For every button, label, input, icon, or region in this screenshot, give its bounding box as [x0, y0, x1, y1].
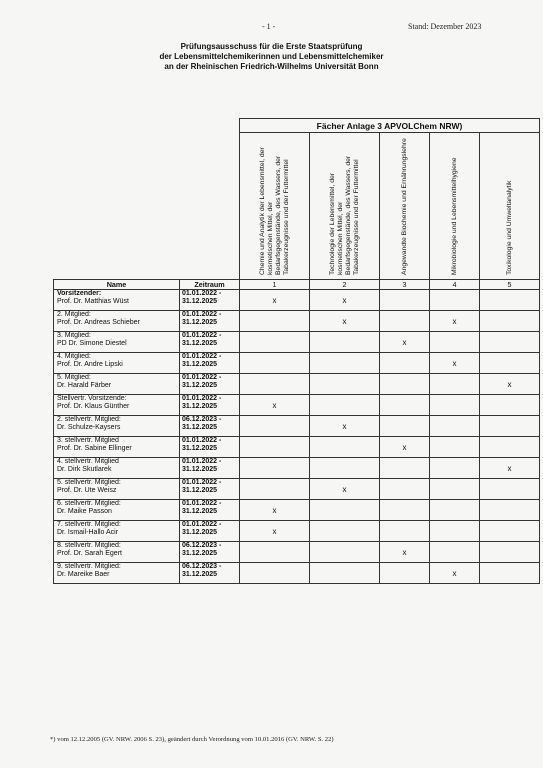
- member-cell: [54, 290, 180, 311]
- member-name: PD Dr. Simone Diestel: [57, 340, 127, 348]
- zeitraum-cell: [180, 521, 240, 542]
- zeitraum-to: 31.12.2025: [182, 382, 218, 390]
- member-name: Prof. Dr. Sarah Egert: [57, 550, 122, 558]
- subject-mark-4: [430, 416, 480, 437]
- committee-table: [53, 118, 540, 584]
- subject-label-2: Technologie der Lebensmittel, der kosmetischen Mittel, der Bedarfsgegenstände, des Wassers, der Tabakerzeugnisse und der Futtermittel: [328, 155, 360, 275]
- zeitraum-to: 31.12.2025: [182, 319, 218, 327]
- subject-header-1: [240, 133, 310, 280]
- subject-label-1: Chemie und Analytik der Lebensmittel, der kosmetischen Mittel, der Bedarfsgegenstände, des Wassers, der Tabakerzeugnisse und der Futtermittel: [258, 147, 290, 275]
- zeitraum-to: 31.12.2025: [182, 571, 218, 579]
- zeitraum-cell: [180, 332, 240, 353]
- subject-mark-3: [380, 521, 430, 542]
- subject-mark-4: [430, 521, 480, 542]
- member-cell: [54, 458, 180, 479]
- subject-mark-4: x: [430, 563, 480, 584]
- subject-label-4: Mikrobiologie und Lebensmittelhygiene: [450, 157, 458, 275]
- member-cell: [54, 479, 180, 500]
- subject-mark-3: [380, 353, 430, 374]
- member-name: Prof. Dr. Matthias Wüst: [57, 298, 129, 306]
- subject-mark-3: x: [380, 437, 430, 458]
- subject-mark-5: x: [480, 374, 540, 395]
- member-cell: [54, 416, 180, 437]
- title-line-1: Prüfungsausschuss für die Erste Staatsprüfung: [180, 42, 363, 51]
- title-line-3: an der Rheinischen Friedrich-Wilhelms Universität Bonn: [164, 62, 379, 71]
- subject-header-5: [480, 133, 540, 280]
- zeitraum-to: 31.12.2025: [182, 508, 218, 516]
- subject-mark-4: [430, 374, 480, 395]
- subject-mark-2: [310, 437, 380, 458]
- subject-mark-2: x: [310, 311, 380, 332]
- subject-mark-1: x: [240, 290, 310, 311]
- subject-mark-5: [480, 521, 540, 542]
- member-name: Dr. Dirk Skutlarek: [57, 466, 112, 474]
- subject-mark-2: [310, 332, 380, 353]
- zeitraum-cell: [180, 437, 240, 458]
- member-role: Stellvertr. Vorsitzende:: [57, 395, 127, 402]
- subject-mark-3: [380, 563, 430, 584]
- zeitraum-cell: [180, 542, 240, 563]
- zeitraum-from: 01.01.2022 -: [182, 332, 222, 339]
- zeitraum-from: 01.01.2022 -: [182, 395, 222, 402]
- zeitraum-to: 31.12.2025: [182, 403, 218, 411]
- subject-mark-4: [430, 458, 480, 479]
- member-name: Prof. Dr. Ute Weisz: [57, 487, 117, 495]
- member-name: Prof. Dr. Sabine Ellinger: [57, 445, 132, 453]
- table-row: [54, 395, 540, 416]
- subject-mark-1: [240, 458, 310, 479]
- member-name: Dr. Schulze-Kaysers: [57, 424, 121, 432]
- zeitraum-cell: [180, 458, 240, 479]
- table-row: [54, 542, 540, 563]
- subject-mark-1: x: [240, 521, 310, 542]
- subject-number-2: 2: [310, 280, 380, 290]
- document-title: [0, 42, 543, 72]
- subject-mark-4: [430, 500, 480, 521]
- subject-mark-3: [380, 500, 430, 521]
- member-cell: [54, 332, 180, 353]
- subject-mark-1: x: [240, 395, 310, 416]
- zeitraum-from: 01.01.2022 -: [182, 437, 222, 444]
- subject-mark-3: x: [380, 542, 430, 563]
- subject-mark-5: [480, 332, 540, 353]
- footnote: *) vom 12.12.2005 (GV. NRW. 2006 S. 23), geändert durch Verordnung vom 10.01.2016 (GV. NRW. S. 22): [50, 736, 334, 743]
- zeitraum-to: 31.12.2025: [182, 529, 218, 537]
- subject-mark-1: [240, 479, 310, 500]
- column-header-zeitraum: Zeitraum: [180, 280, 240, 290]
- subject-mark-3: [380, 458, 430, 479]
- subject-mark-1: x: [240, 500, 310, 521]
- subject-mark-4: [430, 332, 480, 353]
- zeitraum-cell: [180, 416, 240, 437]
- subject-header-3: [380, 133, 430, 280]
- subject-number-5: 5: [480, 280, 540, 290]
- zeitraum-to: 31.12.2025: [182, 424, 218, 432]
- subject-mark-3: [380, 290, 430, 311]
- zeitraum-cell: [180, 290, 240, 311]
- member-cell: [54, 437, 180, 458]
- subject-mark-2: x: [310, 416, 380, 437]
- member-name: Dr. Ismail-Hallo Acir: [57, 529, 119, 537]
- table-row: [54, 290, 540, 311]
- member-cell: [54, 563, 180, 584]
- zeitraum-cell: [180, 500, 240, 521]
- zeitraum-cell: [180, 374, 240, 395]
- zeitraum-to: 31.12.2025: [182, 445, 218, 453]
- subject-mark-1: [240, 542, 310, 563]
- table-body: [54, 290, 540, 584]
- subject-number-3: 3: [380, 280, 430, 290]
- subject-mark-4: [430, 437, 480, 458]
- zeitraum-from: 01.01.2022 -: [182, 374, 222, 381]
- member-name: Prof. Dr. Andre Lipski: [57, 361, 123, 369]
- subject-mark-3: x: [380, 332, 430, 353]
- subject-mark-5: x: [480, 458, 540, 479]
- subject-mark-2: [310, 458, 380, 479]
- subject-mark-1: [240, 332, 310, 353]
- subject-mark-2: [310, 500, 380, 521]
- subject-mark-4: [430, 395, 480, 416]
- member-cell: [54, 500, 180, 521]
- member-role: 3. stellvertr. Mitglied: [57, 437, 119, 444]
- subject-mark-3: [380, 311, 430, 332]
- zeitraum-from: 01.01.2022 -: [182, 500, 222, 507]
- blank-corner: [54, 119, 240, 280]
- page-number: - 1 -: [262, 22, 276, 31]
- subject-mark-2: [310, 542, 380, 563]
- member-role: 9. stellvertr. Mitglied:: [57, 563, 121, 570]
- table-row: [54, 479, 540, 500]
- subject-mark-3: [380, 374, 430, 395]
- title-line-2: der Lebensmittelchemikerinnen und Lebensmittelchemiker: [159, 52, 384, 61]
- table-row: [54, 311, 540, 332]
- zeitraum-to: 31.12.2025: [182, 298, 218, 306]
- subject-mark-5: [480, 311, 540, 332]
- subject-mark-2: [310, 563, 380, 584]
- zeitraum-cell: [180, 563, 240, 584]
- subject-mark-5: [480, 395, 540, 416]
- table-row: [54, 353, 540, 374]
- member-name: Prof. Dr. Klaus Günther: [57, 403, 130, 411]
- table-row: [54, 332, 540, 353]
- zeitraum-from: 01.01.2022 -: [182, 479, 222, 486]
- member-name: Dr. Harald Färber: [57, 382, 112, 390]
- zeitraum-from: 01.01.2022 -: [182, 353, 222, 360]
- zeitraum-from: 01.01.2022 -: [182, 311, 222, 318]
- subject-mark-1: [240, 311, 310, 332]
- member-role: 2. stellvertr. Mitglied:: [57, 416, 121, 423]
- table-row: [54, 437, 540, 458]
- subject-mark-4: [430, 542, 480, 563]
- subject-mark-4: x: [430, 353, 480, 374]
- member-cell: [54, 521, 180, 542]
- subject-header-2: [310, 133, 380, 280]
- subject-number-4: 4: [430, 280, 480, 290]
- zeitraum-from: 01.01.2022 -: [182, 521, 222, 528]
- zeitraum-to: 31.12.2025: [182, 340, 218, 348]
- member-name: Prof. Dr. Andreas Schieber: [57, 319, 140, 327]
- subject-mark-2: [310, 374, 380, 395]
- subject-mark-1: [240, 416, 310, 437]
- member-role: 5. Mitglied:: [57, 374, 91, 381]
- table-row: [54, 374, 540, 395]
- zeitraum-from: 06.12.2023 -: [182, 563, 222, 570]
- subject-mark-4: [430, 290, 480, 311]
- table-row: [54, 416, 540, 437]
- subject-mark-3: [380, 479, 430, 500]
- subject-mark-5: [480, 290, 540, 311]
- subject-mark-5: [480, 353, 540, 374]
- subject-number-1: 1: [240, 280, 310, 290]
- subject-mark-1: [240, 353, 310, 374]
- member-cell: [54, 395, 180, 416]
- subject-mark-5: [480, 437, 540, 458]
- member-cell: [54, 542, 180, 563]
- zeitraum-from: 06.12.2023 -: [182, 542, 222, 549]
- member-role: 7. stellvertr. Mitglied:: [57, 521, 121, 528]
- table-row: [54, 500, 540, 521]
- subject-mark-1: [240, 563, 310, 584]
- member-cell: [54, 353, 180, 374]
- member-role: 4. stellvertr. Mitglied: [57, 458, 119, 465]
- subject-mark-2: [310, 395, 380, 416]
- member-role: 8. stellvertr. Mitglied:: [57, 542, 121, 549]
- table-row: [54, 563, 540, 584]
- member-name: Dr. Maike Passon: [57, 508, 112, 516]
- subject-mark-1: [240, 374, 310, 395]
- subject-mark-4: [430, 479, 480, 500]
- subject-mark-4: x: [430, 311, 480, 332]
- zeitraum-cell: [180, 395, 240, 416]
- subject-mark-5: [480, 500, 540, 521]
- subject-mark-3: [380, 395, 430, 416]
- table-row: [54, 521, 540, 542]
- member-role: Vorsitzender:: [57, 290, 102, 297]
- subject-label-3: Angewandte Biochemie und Ernährungslehre: [400, 138, 408, 275]
- zeitraum-from: 01.01.2022 -: [182, 290, 222, 297]
- zeitraum-from: 01.01.2022 -: [182, 458, 222, 465]
- member-cell: [54, 374, 180, 395]
- member-cell: [54, 311, 180, 332]
- subject-mark-5: [480, 563, 540, 584]
- zeitraum-to: 31.12.2025: [182, 550, 218, 558]
- stand-date: Stand: Dezember 2023: [408, 22, 482, 31]
- zeitraum-cell: [180, 479, 240, 500]
- zeitraum-to: 31.12.2025: [182, 361, 218, 369]
- zeitraum-to: 31.12.2025: [182, 487, 218, 495]
- member-role: 4. Mitglied:: [57, 353, 91, 360]
- subject-header-4: [430, 133, 480, 280]
- subject-mark-2: [310, 353, 380, 374]
- subject-mark-5: [480, 479, 540, 500]
- zeitraum-cell: [180, 353, 240, 374]
- column-header-name: Name: [54, 280, 180, 290]
- member-role: 2. Mitglied:: [57, 311, 91, 318]
- subject-mark-5: [480, 416, 540, 437]
- table-row: [54, 458, 540, 479]
- member-role: 5. stellvertr. Mitglied:: [57, 479, 121, 486]
- subject-mark-2: x: [310, 290, 380, 311]
- zeitraum-from: 06.12.2023 -: [182, 416, 222, 423]
- member-role: 6. stellvertr. Mitglied:: [57, 500, 121, 507]
- subject-mark-1: [240, 437, 310, 458]
- faecher-title: Fächer Anlage 3 APVOLChem NRW): [240, 119, 540, 133]
- zeitraum-cell: [180, 311, 240, 332]
- subject-mark-5: [480, 542, 540, 563]
- member-name: Dr. Mareike Baer: [57, 571, 110, 579]
- subject-label-5: Toxikologie und Umweltanalytik: [505, 180, 513, 275]
- subject-mark-2: x: [310, 479, 380, 500]
- member-role: 3. Mitglied:: [57, 332, 91, 339]
- zeitraum-to: 31.12.2025: [182, 466, 218, 474]
- subject-mark-2: [310, 521, 380, 542]
- subject-mark-3: [380, 416, 430, 437]
